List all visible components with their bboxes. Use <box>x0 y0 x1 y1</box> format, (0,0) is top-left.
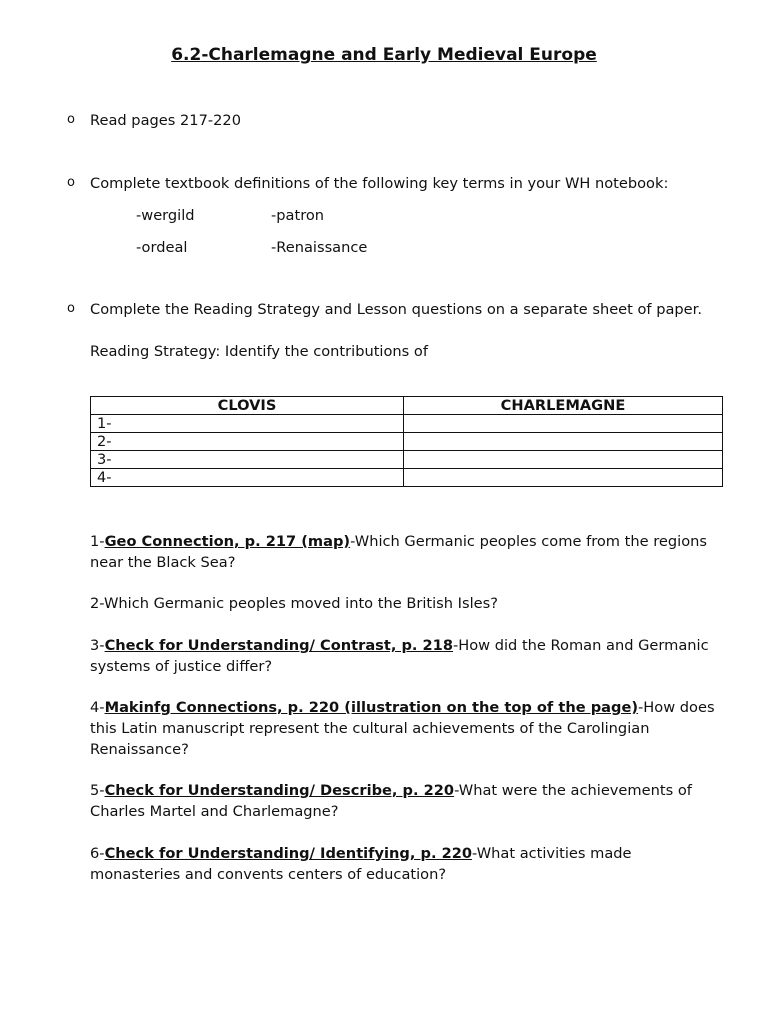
question-reference: Makinfg Connections, p. 220 (illustration on the top of the page) <box>104 699 639 716</box>
column-header-clovis: CLOVIS <box>91 397 404 415</box>
question-2 <box>90 593 725 614</box>
table-row <box>91 469 723 487</box>
question-reference: Geo Connection, p. 217 (map) <box>104 533 351 550</box>
question-reference: Check for Understanding/ Contrast, p. 218 <box>104 637 453 654</box>
page-title: 6.2-Charlemagne and Early Medieval Europe <box>171 45 597 65</box>
key-term: -ordeal <box>136 239 188 256</box>
table-row <box>91 415 723 433</box>
table-cell-charlemagne <box>404 451 723 469</box>
question-1 <box>90 531 725 573</box>
question-number: 3- <box>90 637 105 654</box>
question-text: Which Germanic peoples moved into the British Isles? <box>103 595 498 612</box>
table-cell-charlemagne <box>404 415 723 433</box>
table-cell-clovis: 4- <box>91 469 404 487</box>
question-number: 4- <box>90 699 105 716</box>
contributions-table <box>90 396 723 487</box>
question-3 <box>90 635 725 677</box>
question-number: 2- <box>90 595 104 612</box>
table-cell-charlemagne <box>404 433 723 451</box>
question-text: -What activities made monasteries and convents centers of education? <box>90 845 632 883</box>
question-number: 6- <box>90 845 105 862</box>
table-cell-clovis: 1- <box>91 415 404 433</box>
bullet-icon: o <box>67 301 75 316</box>
table-cell-clovis: 3- <box>91 451 404 469</box>
bullet-icon: o <box>67 175 75 190</box>
bullet-icon: o <box>67 112 75 127</box>
question-text: -How did the Roman and Germanic systems of justice differ? <box>90 637 709 675</box>
table-cell-charlemagne <box>404 469 723 487</box>
column-header-charlemagne: CHARLEMAGNE <box>404 397 723 415</box>
table-cell-clovis: 2- <box>91 433 404 451</box>
reading-strategy-prompt: Reading Strategy: Identify the contributions of <box>90 343 428 360</box>
table-header-row <box>91 397 723 415</box>
task-text: Read pages 217-220 <box>90 112 241 129</box>
question-6 <box>90 843 725 885</box>
question-4 <box>90 697 725 760</box>
key-term: -patron <box>271 207 325 224</box>
key-term: -Renaissance <box>271 239 368 256</box>
key-term: -wergild <box>136 207 195 224</box>
question-number: 5- <box>90 782 105 799</box>
table-row <box>91 433 723 451</box>
question-text: -What were the achievements of Charles Martel and Charlemagne? <box>90 782 692 820</box>
question-text: -How does this Latin manuscript represent the cultural achievements of the Carolingian Renaissance? <box>90 699 715 758</box>
task-text: Complete textbook definitions of the following key terms in your WH notebook: <box>90 175 669 192</box>
task-text: Complete the Reading Strategy and Lesson questions on a separate sheet of paper. <box>90 301 702 318</box>
table-row <box>91 451 723 469</box>
question-number: 1- <box>90 533 105 550</box>
question-reference: Check for Understanding/ Describe, p. 220 <box>104 782 455 799</box>
question-text: -Which Germanic peoples come from the regions near the Black Sea? <box>90 533 708 571</box>
question-reference: Check for Understanding/ Identifying, p. 220 <box>104 845 473 862</box>
question-5 <box>90 780 725 822</box>
